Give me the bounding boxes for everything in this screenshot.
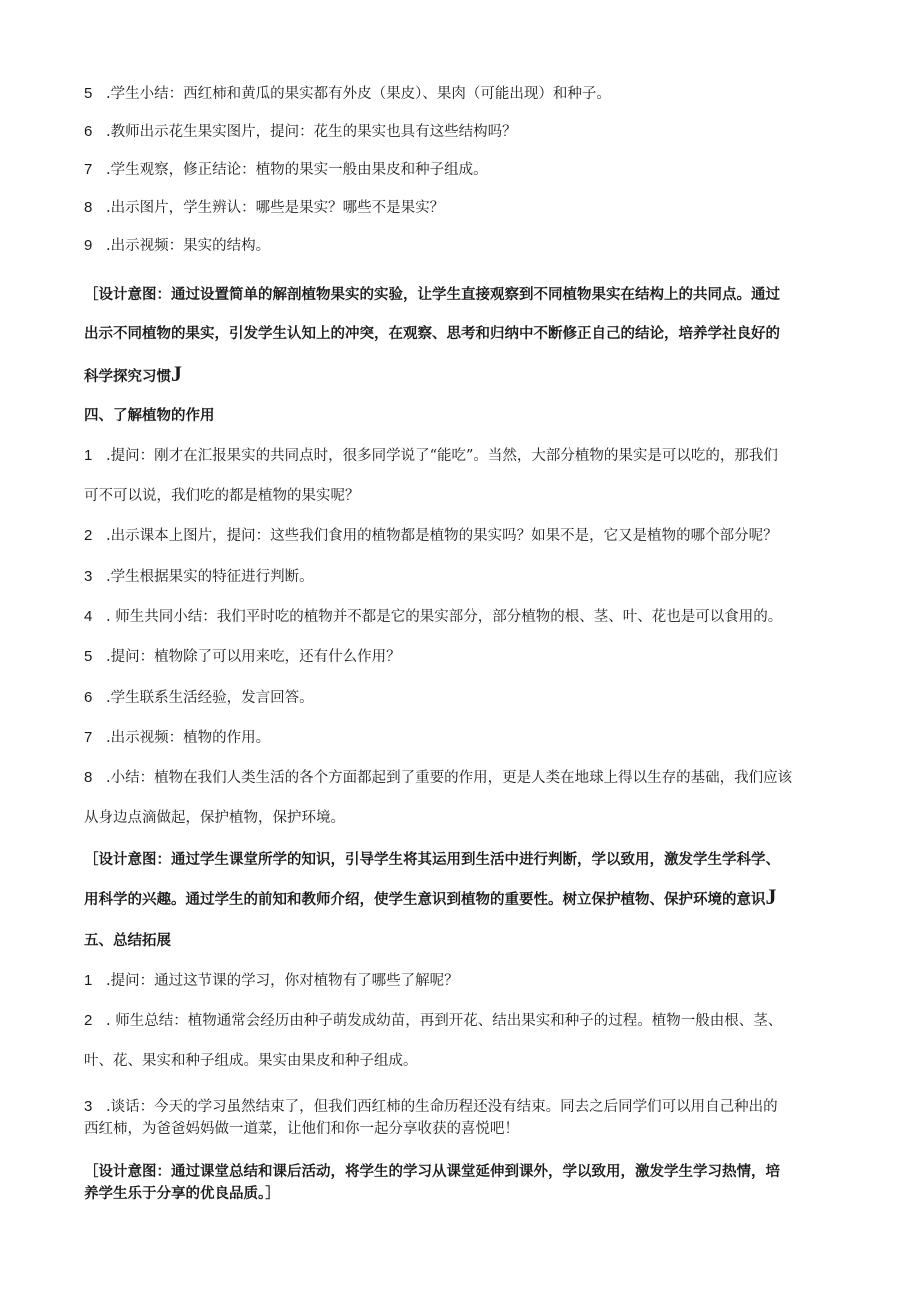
step-text: .学生小结：西红柿和黄瓜的果实都有外皮（果皮）、果肉（可能出现）和种子。	[106, 86, 611, 102]
step-number: 2	[84, 527, 93, 544]
step-number: 6	[84, 689, 93, 706]
design-intent-line: 养学生乐于分享的优良品质。］	[84, 1186, 280, 1202]
step-text: .谈话：今天的学习虽然结束了，但我们西红柿的生命历程还没有结束。同去之后同学们可以用自己种出的	[106, 1099, 778, 1115]
design-intent-text: 科学探究习惯	[84, 369, 171, 385]
design-intent-line: ［设计意图：通过学生课堂所学的知识，引导学生将其运用到生活中进行判断，学以致用，激发学生学科学、	[84, 852, 780, 868]
step-text: .出示视频：植物的作用。	[106, 730, 271, 746]
step-number: 4	[84, 608, 93, 625]
step-item	[84, 120, 517, 141]
step-item	[84, 766, 792, 787]
step-text: .提问：通过这节课的学习，你对植物有了哪些了解呢？	[106, 973, 459, 989]
step-item	[84, 82, 611, 103]
step-text: .提问：刚才在汇报果实的共同点时，很多同学说了“能吃”。当然，大部分植物的果实是可以吃的，那我们	[106, 448, 778, 464]
design-intent-line: 出示不同植物的果实，引发学生认知上的冲突，在观察、思考和归纳中不断修正自己的结论，培养学社良好的	[84, 326, 780, 342]
step-number: 7	[84, 729, 93, 746]
step-number: 6	[84, 123, 93, 140]
step-text: .小结：植物在我们人类生活的各个方面都起到了重要的作用，更是人类在地球上得以生存的基础，我们应该	[106, 770, 793, 786]
design-intent-line: ［设计意图：通过课堂总结和课后活动，将学生的学习从课堂延伸到课外，学以致用，激发学生学习热情，培	[84, 1164, 780, 1180]
step-text: . 师生共同小结：我们平时吃的植物并不都是它的果实部分，部分植物的根、茎、叶、花也是可以食用的。	[106, 609, 783, 625]
step-number: 3	[84, 1098, 93, 1115]
step-item	[84, 158, 488, 179]
step-item	[84, 969, 459, 990]
step-text: .提问：植物除了可以用来吃，还有什么作用？	[106, 649, 401, 665]
step-item	[84, 524, 778, 545]
step-text: .学生根据果实的特征进行判断。	[106, 569, 314, 585]
step-text: .学生联系生活经验，发言回答。	[106, 690, 314, 706]
step-item-continued	[84, 806, 345, 827]
step-item	[84, 444, 778, 465]
step-item	[84, 686, 314, 707]
step-number: 9	[84, 237, 93, 254]
step-number: 7	[84, 161, 93, 178]
step-text: 叶、花、果实和种子组成。果实由果皮和种子组成。	[84, 1053, 418, 1069]
step-item	[84, 1009, 782, 1030]
design-intent-line	[84, 884, 777, 910]
step-text: 西红柿，为爸爸妈妈做一道菜，让他们和你一起分享收获的喜悦吧！	[84, 1121, 519, 1137]
step-text: 可不可以说，我们吃的都是植物的果实呢？	[84, 488, 360, 504]
step-number: 8	[84, 199, 93, 216]
section-heading: 五、总结拓展	[84, 933, 171, 949]
step-text: .学生观察，修正结论：植物的果实一般由果皮和种子组成。	[106, 162, 488, 178]
step-item-continued	[84, 484, 360, 505]
design-intent-end-mark: J	[765, 884, 777, 909]
step-number: 8	[84, 769, 93, 786]
step-item	[84, 726, 270, 747]
step-text: .出示课本上图片，提问：这些我们食用的植物都是植物的果实吗？如果不是，它又是植物的哪个部分呢？	[106, 528, 778, 544]
step-number: 5	[84, 648, 93, 665]
step-text: .教师出示花生果实图片，提问：花生的果实也具有这些结构吗？	[106, 124, 517, 140]
design-intent-end-mark: J	[171, 361, 182, 386]
step-number: 2	[84, 1012, 93, 1029]
step-number: 3	[84, 568, 93, 585]
step-text: .出示视频：果实的结构。	[106, 238, 271, 254]
step-number: 1	[84, 447, 93, 464]
step-item	[84, 196, 444, 217]
step-text: 从身边点滴做起，保护植物，保护环境。	[84, 810, 345, 826]
design-intent-text: 用科学的兴趣。通过学生的前知和教师介绍，使学生意识到植物的重要性。树立保护植物、保护环境的意识	[84, 892, 766, 908]
step-text: . 师生总结：植物通常会经历由种子萌发成幼苗，再到开花、结出果实和种子的过程。植物一般由根、茎、	[106, 1013, 783, 1029]
design-intent-line	[84, 361, 182, 387]
step-item	[84, 1095, 778, 1116]
step-text: .出示图片，学生辨认：哪些是果实？哪些不是果实？	[106, 200, 445, 216]
step-item	[84, 565, 314, 586]
step-item	[84, 645, 401, 666]
section-heading: 四、了解植物的作用	[84, 408, 215, 424]
design-intent-line: ［设计意图：通过设置简单的解剖植物果实的实验，让学生直接观察到不同植物果实在结构上的共同点。通过	[84, 287, 780, 303]
step-item	[84, 234, 270, 255]
step-item-continued	[84, 1049, 418, 1070]
step-number: 1	[84, 972, 93, 989]
step-item	[84, 605, 782, 626]
step-item-continued	[84, 1117, 519, 1138]
step-number: 5	[84, 85, 93, 102]
